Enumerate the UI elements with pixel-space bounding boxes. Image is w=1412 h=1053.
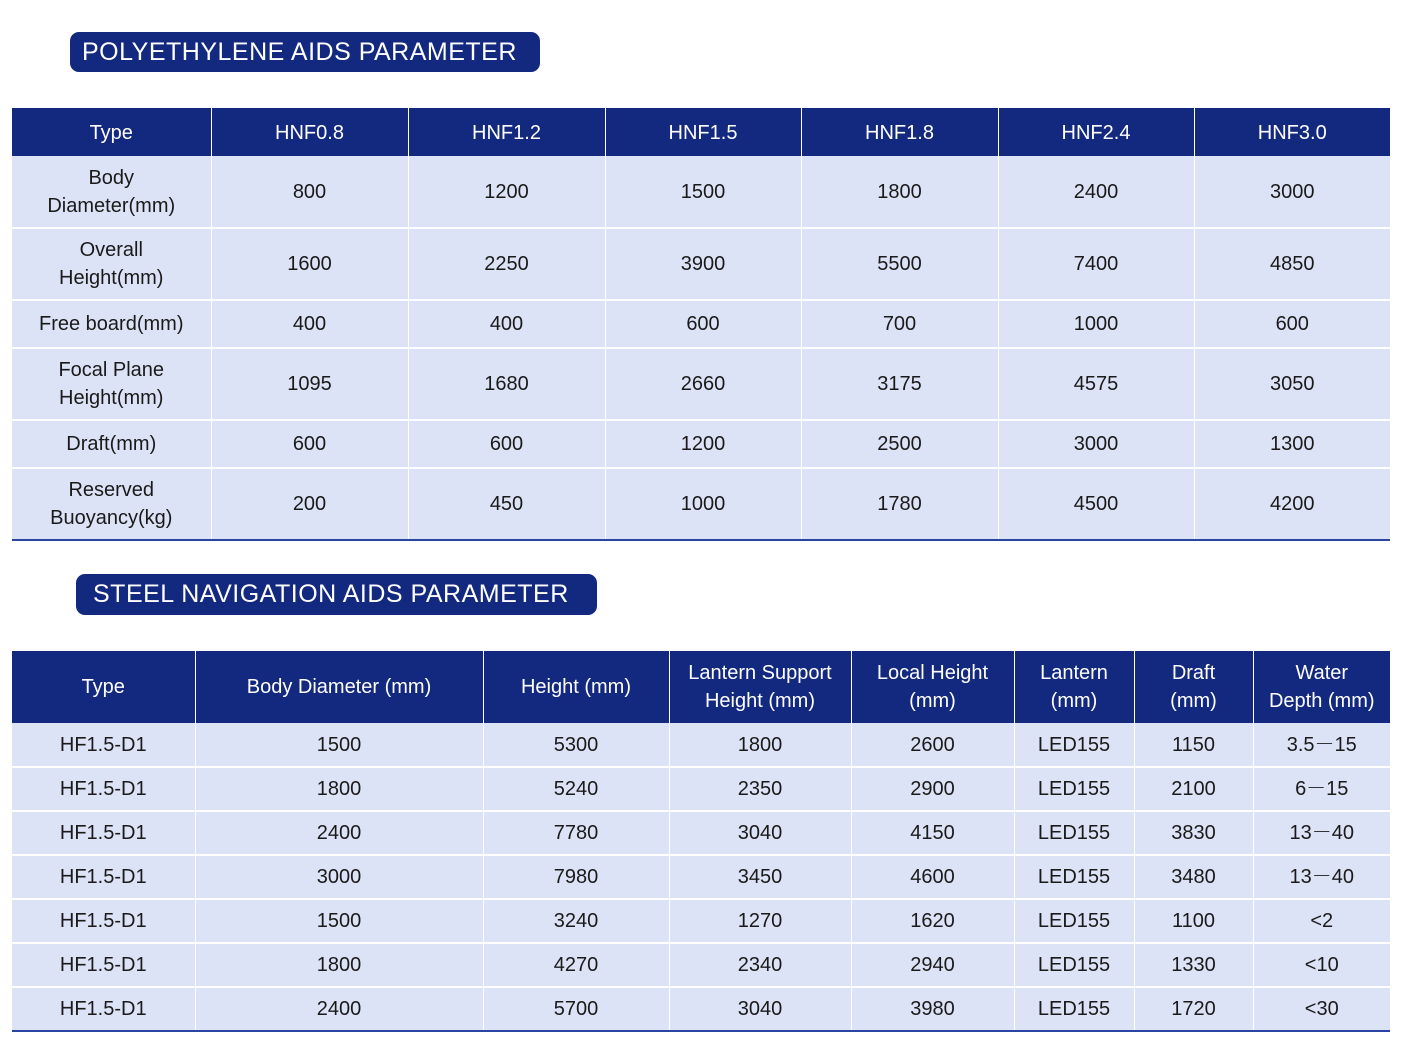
table-cell: 1000 <box>998 300 1194 348</box>
polyethylene-parameter-table <box>12 108 1390 541</box>
table-cell: 4270 <box>483 943 669 987</box>
table-cell: 3480 <box>1134 855 1253 899</box>
table-cell: 5500 <box>801 228 998 300</box>
table-cell: 2400 <box>195 987 483 1031</box>
table-cell: 1600 <box>211 228 408 300</box>
column-header: Type <box>12 651 195 723</box>
row-label: Body Diameter(mm) <box>12 156 211 228</box>
table-row <box>12 468 1390 540</box>
table-row <box>12 767 1390 811</box>
polyethylene-section-title: POLYETHYLENE AIDS PARAMETER <box>70 32 540 72</box>
table-cell: 1800 <box>195 767 483 811</box>
table-cell: HF1.5-D1 <box>12 855 195 899</box>
table-cell: HF1.5-D1 <box>12 943 195 987</box>
table-cell: 1720 <box>1134 987 1253 1031</box>
table-cell: LED155 <box>1014 767 1134 811</box>
table-cell: 7980 <box>483 855 669 899</box>
column-header: HNF1.8 <box>801 108 998 156</box>
table-cell: 1330 <box>1134 943 1253 987</box>
table-cell: 3900 <box>605 228 801 300</box>
table-cell: <10 <box>1253 943 1390 987</box>
table-cell: 800 <box>211 156 408 228</box>
table-cell: 4500 <box>998 468 1194 540</box>
table-cell: 2660 <box>605 348 801 420</box>
table-cell: 1100 <box>1134 899 1253 943</box>
table-cell: 3450 <box>669 855 851 899</box>
table-cell: HF1.5-D1 <box>12 767 195 811</box>
column-header: HNF1.5 <box>605 108 801 156</box>
table-cell: 7400 <box>998 228 1194 300</box>
table-cell: 2900 <box>851 767 1014 811</box>
table-cell: 6－15 <box>1253 767 1390 811</box>
table-cell: 600 <box>605 300 801 348</box>
table-cell: 3240 <box>483 899 669 943</box>
table-cell: 4575 <box>998 348 1194 420</box>
steel-section-title: STEEL NAVIGATION AIDS PARAMETER <box>76 574 597 615</box>
table-cell: 1500 <box>195 723 483 767</box>
table-cell: 1095 <box>211 348 408 420</box>
column-header: HNF3.0 <box>1194 108 1390 156</box>
row-label: Reserved Buoyancy(kg) <box>12 468 211 540</box>
table-cell: 1270 <box>669 899 851 943</box>
table-cell: 13－40 <box>1253 855 1390 899</box>
table-cell: 2100 <box>1134 767 1253 811</box>
table-cell: 3000 <box>1194 156 1390 228</box>
column-header: Height (mm) <box>483 651 669 723</box>
table-cell: 4150 <box>851 811 1014 855</box>
table-cell: 1800 <box>801 156 998 228</box>
column-header: HNF0.8 <box>211 108 408 156</box>
table-cell: 1200 <box>408 156 605 228</box>
table-header-row <box>12 108 1390 156</box>
table-row <box>12 348 1390 420</box>
table-cell: 400 <box>408 300 605 348</box>
table-cell: 2600 <box>851 723 1014 767</box>
table-cell: 600 <box>211 420 408 468</box>
table-cell: HF1.5-D1 <box>12 811 195 855</box>
table-cell: HF1.5-D1 <box>12 899 195 943</box>
table-cell: 4850 <box>1194 228 1390 300</box>
column-header: Draft (mm) <box>1134 651 1253 723</box>
table-header-row <box>12 651 1390 723</box>
column-header: Local Height (mm) <box>851 651 1014 723</box>
table-cell: HF1.5-D1 <box>12 987 195 1031</box>
table-cell: LED155 <box>1014 855 1134 899</box>
table-cell: 5700 <box>483 987 669 1031</box>
table-cell: 600 <box>1194 300 1390 348</box>
table-row <box>12 811 1390 855</box>
column-header: Lantern (mm) <box>1014 651 1134 723</box>
steel-parameter-table <box>12 651 1390 1032</box>
row-label: Overall Height(mm) <box>12 228 211 300</box>
table-cell: 1000 <box>605 468 801 540</box>
table-cell: 1500 <box>195 899 483 943</box>
table-cell: LED155 <box>1014 943 1134 987</box>
table-cell: 1150 <box>1134 723 1253 767</box>
table-cell: 4600 <box>851 855 1014 899</box>
table-cell: 4200 <box>1194 468 1390 540</box>
table-cell: 1800 <box>195 943 483 987</box>
table-row <box>12 899 1390 943</box>
table-cell: 1620 <box>851 899 1014 943</box>
column-header: Body Diameter (mm) <box>195 651 483 723</box>
table-cell: 3040 <box>669 987 851 1031</box>
table-cell: 2400 <box>998 156 1194 228</box>
table-cell: 200 <box>211 468 408 540</box>
table-cell: 1800 <box>669 723 851 767</box>
column-header: HNF1.2 <box>408 108 605 156</box>
table-cell: 2500 <box>801 420 998 468</box>
table-row <box>12 300 1390 348</box>
table-cell: LED155 <box>1014 723 1134 767</box>
table-cell: 1680 <box>408 348 605 420</box>
table-row <box>12 723 1390 767</box>
table-cell: 1200 <box>605 420 801 468</box>
table-cell: 2340 <box>669 943 851 987</box>
table-cell: 3050 <box>1194 348 1390 420</box>
table-cell: 450 <box>408 468 605 540</box>
table-cell: 2250 <box>408 228 605 300</box>
table-cell: LED155 <box>1014 987 1134 1031</box>
table-cell: 3040 <box>669 811 851 855</box>
table-cell: 400 <box>211 300 408 348</box>
row-label: Focal Plane Height(mm) <box>12 348 211 420</box>
table-cell: <30 <box>1253 987 1390 1031</box>
table-cell: 3.5－15 <box>1253 723 1390 767</box>
table-cell: LED155 <box>1014 811 1134 855</box>
table-cell: 2400 <box>195 811 483 855</box>
table-row <box>12 228 1390 300</box>
table-cell: 2940 <box>851 943 1014 987</box>
table-row <box>12 943 1390 987</box>
table-cell: 3000 <box>195 855 483 899</box>
table-cell: 13－40 <box>1253 811 1390 855</box>
table-row <box>12 420 1390 468</box>
table-cell: 7780 <box>483 811 669 855</box>
table-cell: 5300 <box>483 723 669 767</box>
column-header: Water Depth (mm) <box>1253 651 1390 723</box>
table-cell: 3175 <box>801 348 998 420</box>
table-cell: 3980 <box>851 987 1014 1031</box>
table-cell: HF1.5-D1 <box>12 723 195 767</box>
table-cell: 600 <box>408 420 605 468</box>
table-cell: <2 <box>1253 899 1390 943</box>
table-cell: 2350 <box>669 767 851 811</box>
table-cell: 1500 <box>605 156 801 228</box>
table-cell: 3000 <box>998 420 1194 468</box>
row-label: Free board(mm) <box>12 300 211 348</box>
table-cell: 1780 <box>801 468 998 540</box>
table-row <box>12 156 1390 228</box>
table-cell: LED155 <box>1014 899 1134 943</box>
row-label: Draft(mm) <box>12 420 211 468</box>
column-header: HNF2.4 <box>998 108 1194 156</box>
table-cell: 5240 <box>483 767 669 811</box>
table-row <box>12 987 1390 1031</box>
table-cell: 3830 <box>1134 811 1253 855</box>
table-row <box>12 855 1390 899</box>
table-cell: 700 <box>801 300 998 348</box>
table-cell: 1300 <box>1194 420 1390 468</box>
column-header: Lantern Support Height (mm) <box>669 651 851 723</box>
column-header: Type <box>12 108 211 156</box>
